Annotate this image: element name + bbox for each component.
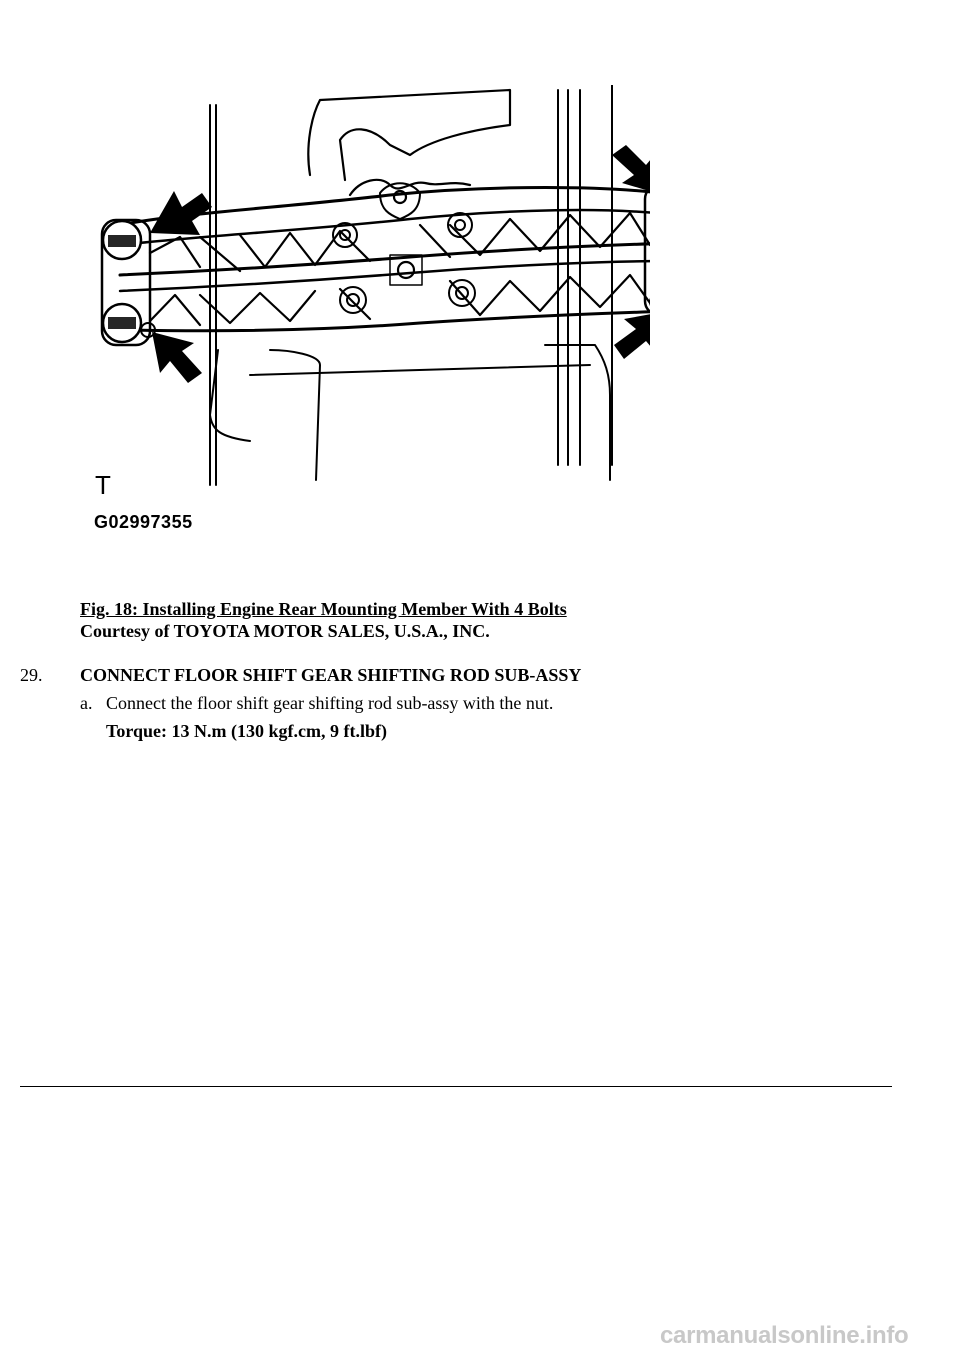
figure-caption xyxy=(80,598,567,642)
watermark: carmanualsonline.info xyxy=(660,1322,909,1349)
procedure-step xyxy=(20,664,581,686)
substep-text: Connect the floor shift gear shifting rod sub-assy with the nut. xyxy=(106,693,554,713)
figure-title: Fig. 18: Installing Engine Rear Mounting Member With 4 Bolts xyxy=(80,599,567,619)
step-heading: CONNECT FLOOR SHIFT GEAR SHIFTING ROD SUB-ASSY xyxy=(80,665,582,685)
figure-code: G02997355 xyxy=(94,512,193,532)
torque-spec: Torque: 13 N.m (130 kgf.cm, 9 ft.lbf) xyxy=(106,721,387,741)
figure-credit: Courtesy of TOYOTA MOTOR SALES, U.S.A., INC. xyxy=(80,621,490,641)
view-direction-label: T xyxy=(95,470,111,500)
substep-letter: a. xyxy=(80,693,93,713)
procedure-substep xyxy=(80,692,553,714)
engine-mounting-member-illustration xyxy=(90,85,650,555)
page-divider xyxy=(20,1086,892,1087)
step-number: 29. xyxy=(20,665,43,685)
